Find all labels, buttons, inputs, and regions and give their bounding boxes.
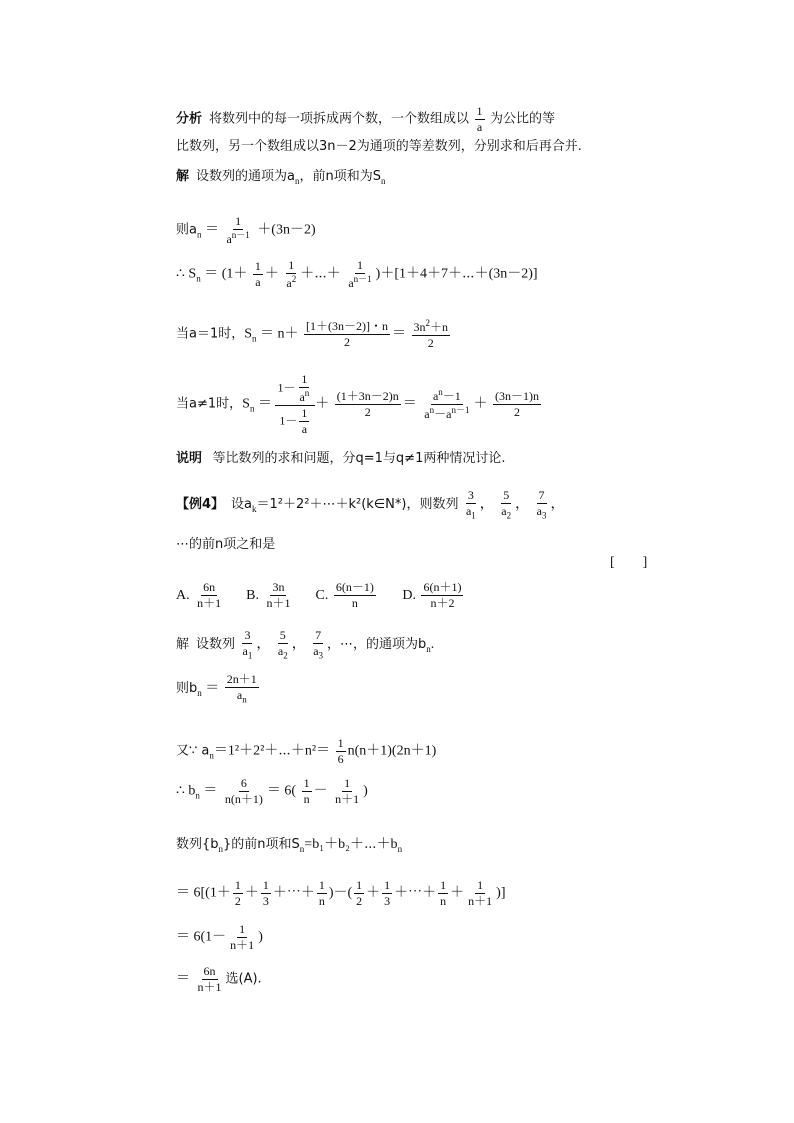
formula-case1: 当a＝1时，$S_n = n+$ $\frac{[1+(3n-2)]・n}{2}$ ＝ $\frac{3n^2+n}{2}$ bbox=[176, 318, 449, 350]
option-b: B. $\frac{3n}{n+1}$ bbox=[246, 580, 291, 610]
analysis-label: 分析 bbox=[176, 111, 203, 127]
formula-bn: 则$b_n$ ＝ $\frac{2n+1}{a_n}$ bbox=[176, 672, 257, 705]
formula-case2: 当a≠1时，$S_n$ ＝ 1－ $\frac{1}{a^n}$ 1－ $\frac{1}{a}$ ＋ $\frac{(1+3n-2)n}{2}$ ＝ $\frac{a^n-1}{a^n-a^{n-1}}$ ＋ $\frac{(3n-1)n}{2}$ bbox=[176, 372, 539, 436]
option-a: A. $\frac{6n}{n+1}$ bbox=[176, 580, 222, 610]
sum-step-1: ＝ 6[(1＋ $\frac{1}{2}$ ＋ $\frac{1}{3}$ ＋⋯＋ $\frac{1}{n}$ )－( $\frac{1}{2}$ ＋ $\frac{1}{3}$ ＋⋯＋ $\frac{1}{n}$ ＋ $\frac{1}{n+1}$ )] bbox=[176, 878, 506, 908]
example4-line: 【例4】 设$a_k=1^2+2^2+\cdots+k^2(k\in N*)$，则数列 $\frac{3}{a_1}$ ， $\frac{5}{a_2}$ ， $\frac{7}{a_3}$ ， bbox=[176, 488, 565, 521]
formula-bn-2: ∴ $b_n$ ＝ $\frac{6}{n(n+1)}$ ＝ 6( $\frac{1}{n}$ － $\frac{1}{n+1}$ ) bbox=[176, 776, 368, 806]
solution2-line: 解 设数列 $\frac{3}{a_1}$ ， $\frac{5}{a_2}$ ， $\frac{7}{a_3}$ ，⋯，的通项为$b_n$. bbox=[176, 628, 435, 661]
sum-step-2: ＝ 6(1－ $\frac{1}{n+1}$ ) bbox=[176, 922, 263, 952]
answer-bracket: [ ] bbox=[610, 555, 648, 570]
formula-an: 则$a_n$ ＝ $\frac{1}{a^{n-1}}$ ＋(3n－2) bbox=[176, 214, 316, 246]
solution-label: 解 bbox=[176, 169, 190, 184]
options bbox=[176, 580, 465, 611]
solution-text: 设数列的通项为a bbox=[196, 169, 295, 184]
option-d: D. $\frac{6(n+1)}{n+2}$ bbox=[402, 580, 462, 610]
example-label: 【例4】 bbox=[176, 497, 225, 513]
note-text: 等比数列的求和问题，分q=1与q≠1两种情况讨论. bbox=[212, 451, 506, 466]
solution-line: 解 设数列的通项为$a_n$，前n项和为$S_n$ bbox=[176, 169, 386, 186]
sum-line: 数列$\{b_n\}$的前n项和$S_n=b_1+b_2+\cdots+b_n$ bbox=[176, 837, 403, 854]
solution-label: 解 bbox=[176, 637, 190, 653]
analysis-text: 将数列中的每一项拆成两个数，一个数组成以 bbox=[209, 111, 470, 127]
note-line bbox=[176, 452, 505, 466]
sum-step-3: ＝ $\frac{6n}{n+1}$ 选(A). bbox=[176, 964, 262, 994]
option-c: C. $\frac{6(n-1)}{n}$ bbox=[315, 580, 374, 610]
fraction: $\frac{1}{a}$ bbox=[476, 104, 483, 134]
analysis-line-1 bbox=[176, 104, 555, 135]
analysis-line-2: 比数列，另一个数组成以3n－2为通项的等差数列，分别求和后再合并. bbox=[176, 139, 582, 154]
example4-line-2: ⋯的前n项之和是 bbox=[176, 537, 276, 552]
formula-an-sum: 又∵ $a_n=1^2+2^2+\cdots+n^2=$ $\frac{1}{6}$ n(n＋1)(2n＋1) bbox=[176, 736, 437, 766]
formula-sn: ∴ $S_n = (1+$ $\frac{1}{a}$ ＋ $\frac{1}{a^2}$ ＋⋯＋ $\frac{1}{a^{n-1}}$ )＋[1＋4＋7＋⋯＋(3n－2)] bbox=[176, 258, 538, 290]
note-label: 说明 bbox=[176, 451, 203, 466]
analysis-text: 为公比的等 bbox=[490, 111, 556, 127]
solution-text: ，前n项和为S bbox=[299, 169, 381, 184]
